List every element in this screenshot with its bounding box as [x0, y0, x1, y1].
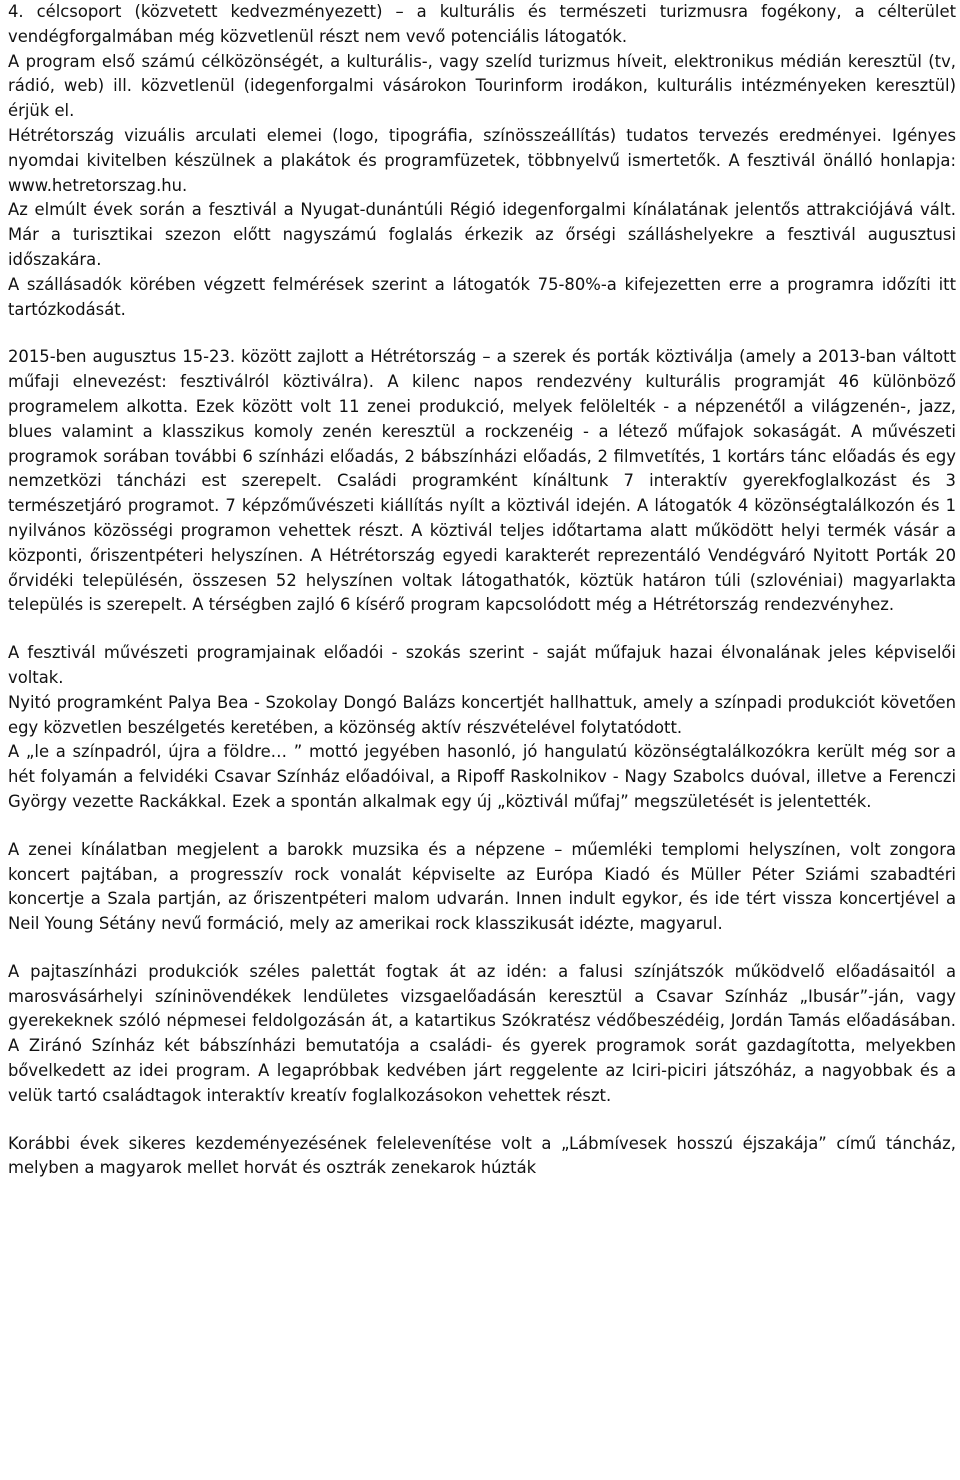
paragraph-audience-meetings: A „le a színpadról, újra a földre… ” mottó jegyében hasonló, jó hangulatú közönségtalálkozókra került még sor a hét folyamán a felvidéki Csavar Színház előadóival, a Ripoff Raskolnikov - Nagy Szabolcs duóval, illetve a Ferenczi György vezette Rackákkal. Ezek a spontán alkalmak egy új „köztivál műfaj” megszületését is jelentették. — [8, 742, 956, 811]
paragraph-primary-audience: A program első számú célközönségét, a kulturális-, vagy szelíd turizmus híveit, elektronikus médián keresztül (tv, rádió, web) ill. közvetlenül (idegenforgalmi vásárokon Tourinform irodákon, kulturális intézményeken keresztül) érjük el. — [8, 51, 956, 121]
paragraph-dance-house: Korábbi évek sikeres kezdeményezésének felelevenítése volt a „Lábmívesek hosszú éjszakája” című táncház, melyben a magyarok mellet horvát és osztrák zenekarok húzták — [8, 1133, 956, 1178]
document-page — [8, 0, 956, 1181]
paragraph-regional-attraction: Az elmúlt évek során a fesztivál a Nyugat-dunántúli Régió idegenforgalmi kínálatának jelentős attrakciójává vált. Már a turisztikai szezon előtt nagyszámú foglalás érkezik az őrségi szálláshelyekre a fesztivál augusztusi időszakára. — [8, 200, 956, 269]
paragraph-spacer — [8, 1109, 956, 1132]
paragraph-target-group-4: 4. célcsoport (közvetett kedvezményezett) – a kulturális és természeti turizmusra fogékony, a célterület vendégforgalmában még közvetlenül részt nem vevő potenciális látogatók. — [8, 2, 956, 46]
paragraph-spacer — [8, 322, 956, 345]
paragraph-spacer — [8, 618, 956, 641]
paragraph-performers: A fesztivál művészeti programjainak előadói - szokás szerint - saját műfajuk hazai élvonalának jeles képviselői voltak. — [8, 643, 956, 687]
paragraph-accommodation-survey: A szállásadók körében végzett felmérések szerint a látogatók 75-80%-a kifejezetten erre a programra időzíti itt tartózkodását. — [8, 274, 956, 319]
paragraph-opening-program: Nyitó programként Palya Bea - Szokolay Dongó Balázs koncertjét hallhattuk, amely a színpadi produkciót követően egy közvetlen beszélgetés keretében, a közönség aktív részvételével folytatódott. — [8, 692, 956, 737]
paragraph-music-offer: A zenei kínálatban megjelent a barokk muzsika és a népzene – műemléki templomi helyszínen, volt zongora koncert pajtában, a progresszív rock vonalát képviselte az Európa Kiadó és Müller Péter Sziámi szabadtéri koncertje a Szala partján, az őriszentpéteri malom udvarán. Innen indult egykor, és ide tért vissza koncertjével a Neil Young Sétány nevű formáció, mely az amerikai rock klasszikusát idézte, magyarul. — [8, 839, 956, 934]
paragraph-visual-identity: Hétrétország vizuális arculati elemei (logo, tipográfia, színösszeállítás) tudatos tervezés eredményei. Igényes nyomdai kivitelben készülnek a plakátok és programfüzetek, többnyelvű ismertetők. A fesztivál önálló honlapja: www.hetretorszag.hu. — [8, 125, 956, 195]
paragraph-festival-2015-summary: 2015-ben augusztus 15-23. között zajlott a Hétrétország – a szerek és porták köztiválja (amely a 2013-ban váltott műfaji elnevezést: fesztiválról köztiválra). A kilenc napos rendezvény kulturális programját 46 különböző programelem alkotta. Ezek között volt 11 zenei produkció, melyek felölelték - a népzenétől a világzenén-, jazz, blues valamint a klasszikus komoly zenén keresztül a rockzenéig - a létező műfajok sokaságát. A művészeti programok sorában további 6 színházi előadás, 2 bábszínházi előadás, 2 filmvetítés, 1 kortárs tánc előadás és egy nemzetközi táncházi est szerepelt. Családi programként kínáltunk 7 interaktív gyerekfoglalkozást és 3 természetjáró programot. 7 képzőművészeti kiállítás nyílt a köztivál idején. A látogatók 4 közönségtalálkozón és 1 nyilvános közösségi programon vehettek részt. A köztivál teljes időtartama alatt működött helyi termék vásár a központi, őriszentpéteri helyszínen. A Hétrétország egyedi karakterét reprezentáló Vendégváró Nyitott Porták 20 őrvidéki településén, összesen 52 helyszínen voltak látogathatók, köztük határon túli (szlovéniai) magyarlakta település is szerepelt. A térségben zajló 6 kísérő program kapcsolódott még a Hétrétország rendezvényhez. — [8, 347, 956, 615]
paragraph-barn-theatre: A pajtaszínházi produkciók széles palettát fogtak át az idén: a falusi színjátszók működvelő előadásaitól a marosvásárhelyi színinövendékek lendületes vizsgaelőadásán keresztül a Csavar Színház „Ibusár”-ján, vagy gyerekeknek szóló népmesei feldolgozásán át, a katartikus Szókratész védőbeszédéig, Jordán Tamás előadásában. A Ziránó Színház két bábszínházi bemutatója a családi- és gyerek programok sorát gazdagította, melyekben bővelkedett az idei program. A legapróbbak kedvében járt reggelente az Iciri-piciri játszóház, a nagyobbak és a velük tartó családtagok interaktív kreatív foglalkozásokon vehettek részt. — [8, 961, 956, 1105]
paragraph-spacer — [8, 815, 956, 838]
paragraph-spacer — [8, 937, 956, 960]
